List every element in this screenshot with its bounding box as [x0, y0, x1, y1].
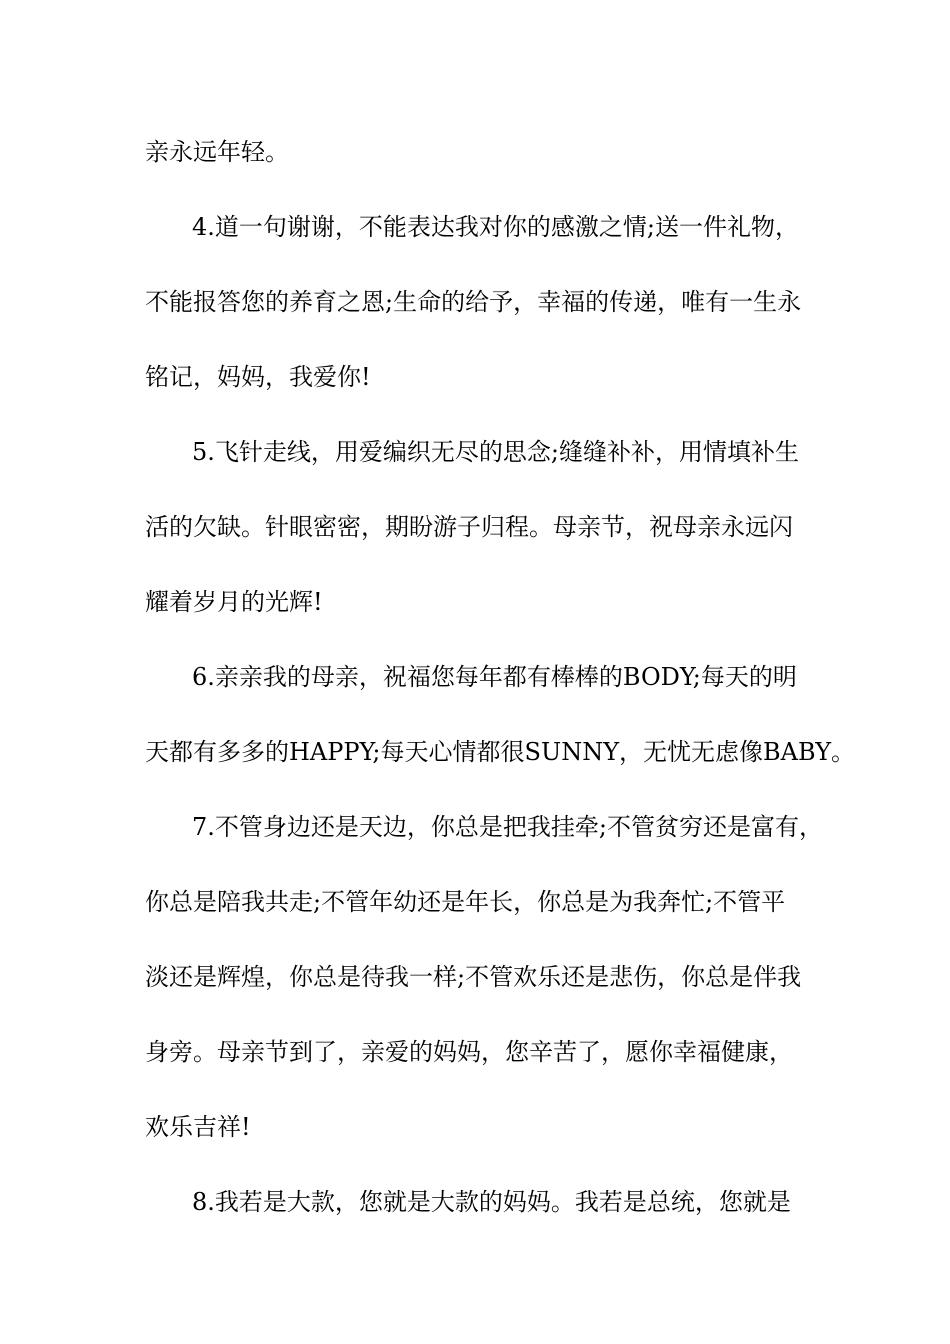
text-line: 天都有多多的HAPPY;每天心情都很SUNNY，无忧无虑像BABY。 [145, 738, 856, 766]
paragraph-6-line-1: 6.亲亲我的母亲，祝福您每年都有棒棒的BODY;每天的明 [192, 663, 797, 691]
paragraph-7-line-1: 7.不管身边还是天边，你总是把我挂牵;不管贫穷还是富有， [192, 813, 823, 841]
text-line: 淡还是辉煌，你总是待我一样;不管欢乐还是悲伤，你总是伴我 [145, 963, 802, 991]
text-line: 铭记，妈妈，我爱你! [145, 363, 371, 391]
paragraph-5-line-1: 5.飞针走线，用爱编织无尽的思念;缝缝补补，用情填补生 [192, 438, 799, 466]
text-line: 活的欠缺。针眼密密，期盼游子归程。母亲节，祝母亲永远闪 [145, 513, 793, 541]
text-line: 不能报答您的养育之恩;生命的给予，幸福的传递，唯有一生永 [145, 288, 802, 316]
paragraph-8-line-1: 8.我若是大款，您就是大款的妈妈。我若是总统，您就是 [192, 1188, 791, 1216]
text-line: 亲永远年轻。 [145, 138, 289, 166]
text-line: 欢乐吉祥! [145, 1113, 251, 1141]
text-line: 耀着岁月的光辉! [145, 588, 323, 616]
paragraph-4-line-1: 4.道一句谢谢，不能表达我对你的感激之情;送一件礼物， [192, 213, 799, 241]
text-line: 你总是陪我共走;不管年幼还是年长，你总是为我奔忙;不管平 [145, 888, 786, 916]
text-line: 身旁。母亲节到了，亲爱的妈妈，您辛苦了，愿你幸福健康， [145, 1038, 793, 1066]
